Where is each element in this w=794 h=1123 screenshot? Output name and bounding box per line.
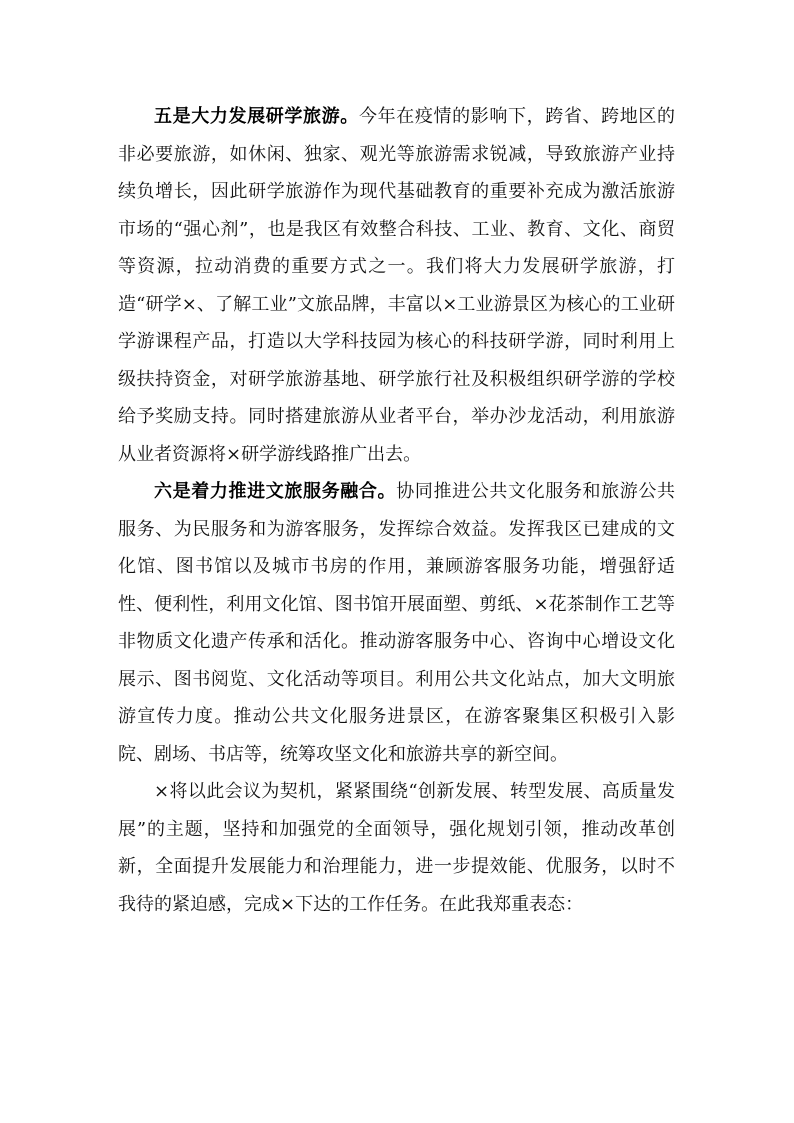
paragraph-text: 协同推进公共文化服务和旅游公共服务、为民服务和为游客服务，发挥综合效益。发挥我区已建成的文化馆、图书馆以及城市书房的作用，兼顾游客服务功能，增强舒适性、便利性，利用文化馆、图书馆开展面塑、剪纸、×花茶制作工艺等非物质文化遗产传承和活化。推动游客服务中心、咨询中心增设文化展示、图书阅览、文化活动等项目。利用公共文化站点，加大文明旅游宣传力度。推动公共文化服务进景区，在游客聚集区积极引入影院、剧场、书店等，统筹攻坚文化和旅游共享的新空间。 [118,481,676,765]
paragraph-heading: 五是大力发展研学旅游。 [154,106,359,127]
document-body [118,98,675,923]
paragraph-heading: 六是着力推进文旅服务融合。 [154,481,397,502]
paragraph-culture-tourism-service [118,473,675,773]
paragraph-text: 今年在疫情的影响下，跨省、跨地区的非必要旅游，如休闲、独家、观光等旅游需求锐减，导致旅游产业持续负增长，因此研学旅游作为现代基础教育的重要补充成为激活旅游市场的“强心剂”，也是我区有效整合科技、工业、教育、文化、商贸等资源，拉动消费的重要方式之一。我们将大力发展研学旅游，打造“研学×、了解工业”文旅品牌，丰富以×工业游景区为核心的工业研学游课程产品，打造以大学科技园为核心的科技研学游，同时利用上级扶持资金，对研学旅游基地、研学旅行社及积极组织研学游的学校给予奖励支持。同时搭建旅游从业者平台，举办沙龙活动，利用旅游从业者资源将×研学游线路推广出去。 [118,106,676,465]
paragraph-research-tourism [118,98,675,473]
paragraph-commitment [118,773,675,923]
paragraph-text: ×将以此会议为契机，紧紧围绕“创新发展、转型发展、高质量发展”的主题，坚持和加强党的全面领导，强化规划引领，推动改革创新，全面提升发展能力和治理能力，进一步提效能、优服务，以时不我待的紧迫感，完成×下达的工作任务。在此我郑重表态： [118,781,675,915]
